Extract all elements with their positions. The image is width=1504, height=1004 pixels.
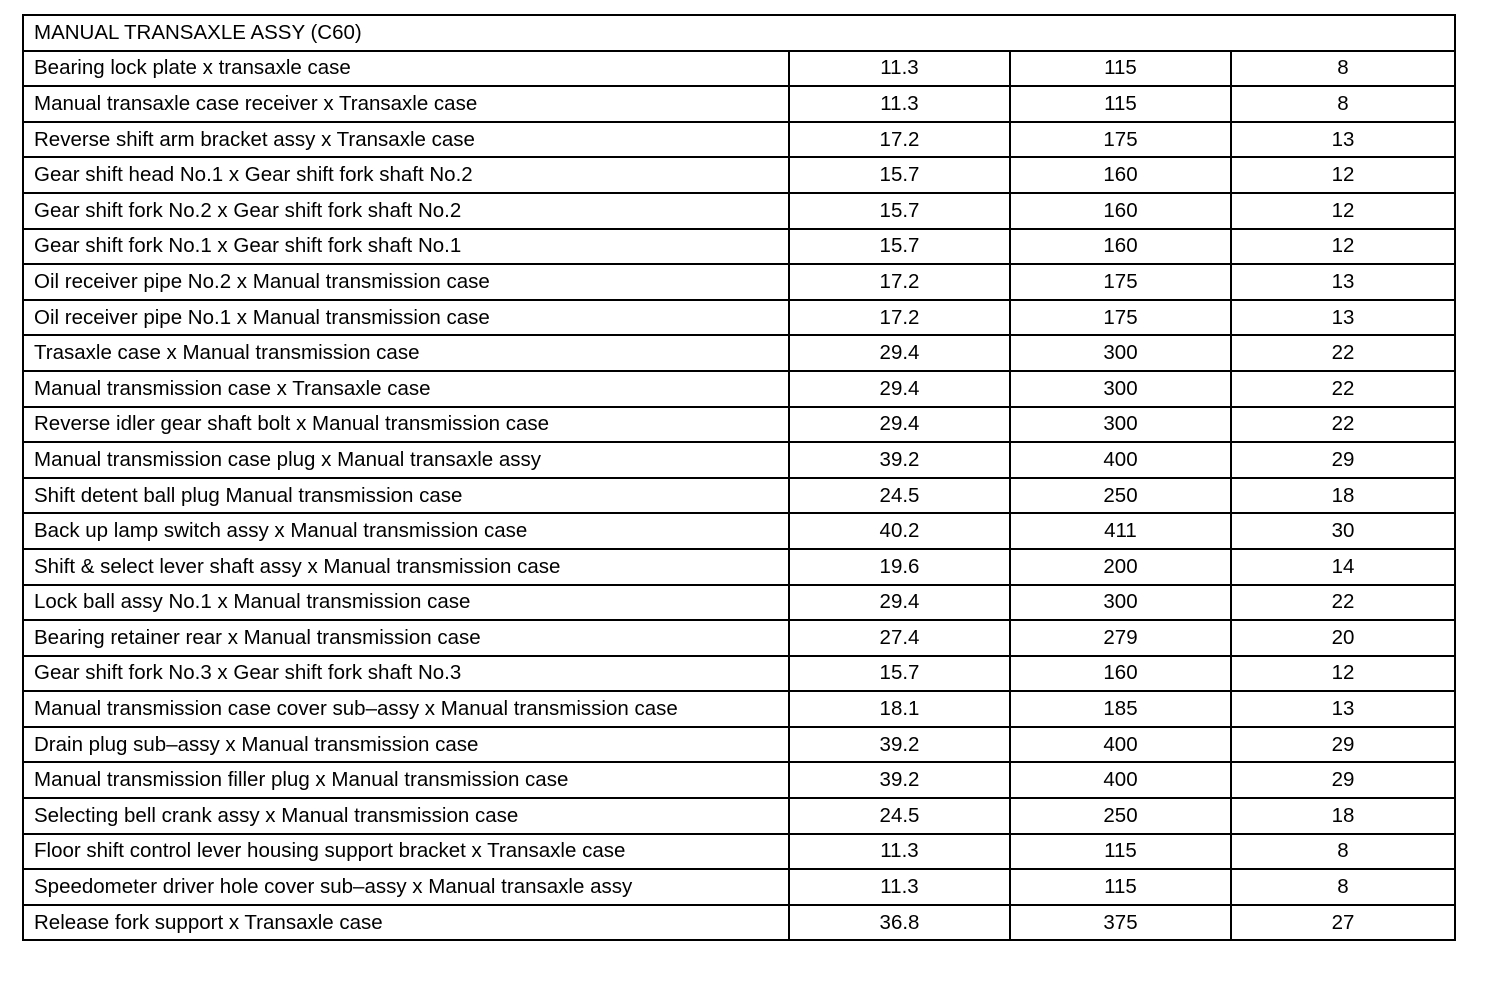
part-name-cell: Release fork support x Transaxle case: [23, 905, 789, 941]
torque-nm-cell: 15.7: [789, 229, 1010, 265]
torque-nm-cell: 27.4: [789, 620, 1010, 656]
torque-kgf-cm-cell: 115: [1010, 834, 1231, 870]
torque-nm-cell: 11.3: [789, 86, 1010, 122]
torque-ft-lbf-cell: 13: [1231, 691, 1455, 727]
torque-kgf-cm-cell: 411: [1010, 513, 1231, 549]
part-name-cell: Gear shift fork No.3 x Gear shift fork shaft No.3: [23, 656, 789, 692]
torque-ft-lbf-cell: 22: [1231, 371, 1455, 407]
table-row: [23, 229, 1455, 265]
table-row: [23, 513, 1455, 549]
table-row: [23, 193, 1455, 229]
torque-nm-cell: 11.3: [789, 869, 1010, 905]
part-name-cell: Gear shift fork No.1 x Gear shift fork shaft No.1: [23, 229, 789, 265]
part-name-cell: Shift detent ball plug Manual transmission case: [23, 478, 789, 514]
torque-kgf-cm-cell: 250: [1010, 798, 1231, 834]
part-name-cell: Reverse idler gear shaft bolt x Manual transmission case: [23, 407, 789, 443]
torque-nm-cell: 18.1: [789, 691, 1010, 727]
torque-nm-cell: 40.2: [789, 513, 1010, 549]
torque-ft-lbf-cell: 8: [1231, 834, 1455, 870]
torque-nm-cell: 39.2: [789, 762, 1010, 798]
torque-ft-lbf-cell: 12: [1231, 229, 1455, 265]
table-row: [23, 407, 1455, 443]
part-name-cell: Oil receiver pipe No.2 x Manual transmission case: [23, 264, 789, 300]
torque-nm-cell: 15.7: [789, 193, 1010, 229]
torque-nm-cell: 15.7: [789, 656, 1010, 692]
torque-spec-table-body: [23, 15, 1455, 940]
table-row: [23, 620, 1455, 656]
part-name-cell: Selecting bell crank assy x Manual transmission case: [23, 798, 789, 834]
torque-nm-cell: 17.2: [789, 264, 1010, 300]
table-row: [23, 300, 1455, 336]
table-row: [23, 834, 1455, 870]
torque-kgf-cm-cell: 175: [1010, 264, 1231, 300]
torque-nm-cell: 24.5: [789, 478, 1010, 514]
torque-ft-lbf-cell: 29: [1231, 762, 1455, 798]
torque-kgf-cm-cell: 160: [1010, 656, 1231, 692]
torque-nm-cell: 29.4: [789, 335, 1010, 371]
torque-kgf-cm-cell: 300: [1010, 335, 1231, 371]
torque-kgf-cm-cell: 115: [1010, 869, 1231, 905]
torque-ft-lbf-cell: 22: [1231, 407, 1455, 443]
torque-ft-lbf-cell: 12: [1231, 193, 1455, 229]
torque-kgf-cm-cell: 160: [1010, 157, 1231, 193]
torque-nm-cell: 19.6: [789, 549, 1010, 585]
torque-ft-lbf-cell: 13: [1231, 300, 1455, 336]
table-title-row: [23, 15, 1455, 51]
torque-nm-cell: 29.4: [789, 407, 1010, 443]
torque-ft-lbf-cell: 22: [1231, 335, 1455, 371]
part-name-cell: Drain plug sub–assy x Manual transmission case: [23, 727, 789, 763]
torque-kgf-cm-cell: 375: [1010, 905, 1231, 941]
torque-nm-cell: 29.4: [789, 371, 1010, 407]
torque-nm-cell: 15.7: [789, 157, 1010, 193]
torque-ft-lbf-cell: 22: [1231, 585, 1455, 621]
part-name-cell: Lock ball assy No.1 x Manual transmission case: [23, 585, 789, 621]
torque-nm-cell: 39.2: [789, 442, 1010, 478]
torque-nm-cell: 36.8: [789, 905, 1010, 941]
torque-nm-cell: 39.2: [789, 727, 1010, 763]
part-name-cell: Manual transmission case plug x Manual transaxle assy: [23, 442, 789, 478]
torque-ft-lbf-cell: 29: [1231, 442, 1455, 478]
torque-kgf-cm-cell: 279: [1010, 620, 1231, 656]
table-row: [23, 264, 1455, 300]
part-name-cell: Trasaxle case x Manual transmission case: [23, 335, 789, 371]
table-row: [23, 691, 1455, 727]
table-title: MANUAL TRANSAXLE ASSY (C60): [23, 15, 1455, 51]
table-row: [23, 478, 1455, 514]
table-row: [23, 798, 1455, 834]
torque-ft-lbf-cell: 30: [1231, 513, 1455, 549]
torque-ft-lbf-cell: 8: [1231, 869, 1455, 905]
torque-nm-cell: 24.5: [789, 798, 1010, 834]
torque-kgf-cm-cell: 300: [1010, 407, 1231, 443]
torque-nm-cell: 11.3: [789, 51, 1010, 87]
part-name-cell: Back up lamp switch assy x Manual transmission case: [23, 513, 789, 549]
part-name-cell: Manual transmission filler plug x Manual transmission case: [23, 762, 789, 798]
part-name-cell: Shift & select lever shaft assy x Manual transmission case: [23, 549, 789, 585]
torque-ft-lbf-cell: 13: [1231, 264, 1455, 300]
table-row: [23, 335, 1455, 371]
torque-ft-lbf-cell: 18: [1231, 478, 1455, 514]
part-name-cell: Reverse shift arm bracket assy x Transaxle case: [23, 122, 789, 158]
torque-kgf-cm-cell: 200: [1010, 549, 1231, 585]
torque-ft-lbf-cell: 13: [1231, 122, 1455, 158]
table-row: [23, 727, 1455, 763]
torque-kgf-cm-cell: 175: [1010, 300, 1231, 336]
part-name-cell: Floor shift control lever housing support bracket x Transaxle case: [23, 834, 789, 870]
part-name-cell: Manual transmission case cover sub–assy x Manual transmission case: [23, 691, 789, 727]
table-row: [23, 585, 1455, 621]
table-row: [23, 371, 1455, 407]
torque-spec-table: [22, 14, 1456, 941]
torque-ft-lbf-cell: 8: [1231, 86, 1455, 122]
part-name-cell: Speedometer driver hole cover sub–assy x Manual transaxle assy: [23, 869, 789, 905]
torque-nm-cell: 11.3: [789, 834, 1010, 870]
torque-kgf-cm-cell: 300: [1010, 371, 1231, 407]
torque-nm-cell: 29.4: [789, 585, 1010, 621]
part-name-cell: Bearing retainer rear x Manual transmission case: [23, 620, 789, 656]
part-name-cell: Bearing lock plate x transaxle case: [23, 51, 789, 87]
part-name-cell: Manual transaxle case receiver x Transaxle case: [23, 86, 789, 122]
torque-kgf-cm-cell: 185: [1010, 691, 1231, 727]
table-row: [23, 122, 1455, 158]
table-row: [23, 656, 1455, 692]
torque-ft-lbf-cell: 20: [1231, 620, 1455, 656]
torque-nm-cell: 17.2: [789, 300, 1010, 336]
torque-ft-lbf-cell: 8: [1231, 51, 1455, 87]
torque-kgf-cm-cell: 400: [1010, 762, 1231, 798]
torque-kgf-cm-cell: 115: [1010, 86, 1231, 122]
table-row: [23, 51, 1455, 87]
torque-ft-lbf-cell: 12: [1231, 157, 1455, 193]
part-name-cell: Gear shift head No.1 x Gear shift fork shaft No.2: [23, 157, 789, 193]
table-row: [23, 86, 1455, 122]
torque-kgf-cm-cell: 160: [1010, 193, 1231, 229]
part-name-cell: Manual transmission case x Transaxle case: [23, 371, 789, 407]
torque-ft-lbf-cell: 14: [1231, 549, 1455, 585]
torque-kgf-cm-cell: 250: [1010, 478, 1231, 514]
torque-ft-lbf-cell: 12: [1231, 656, 1455, 692]
torque-kgf-cm-cell: 115: [1010, 51, 1231, 87]
table-row: [23, 157, 1455, 193]
torque-ft-lbf-cell: 29: [1231, 727, 1455, 763]
table-row: [23, 762, 1455, 798]
torque-kgf-cm-cell: 400: [1010, 727, 1231, 763]
torque-kgf-cm-cell: 160: [1010, 229, 1231, 265]
table-row: [23, 905, 1455, 941]
torque-ft-lbf-cell: 18: [1231, 798, 1455, 834]
torque-nm-cell: 17.2: [789, 122, 1010, 158]
torque-kgf-cm-cell: 175: [1010, 122, 1231, 158]
part-name-cell: Gear shift fork No.2 x Gear shift fork shaft No.2: [23, 193, 789, 229]
torque-ft-lbf-cell: 27: [1231, 905, 1455, 941]
table-row: [23, 549, 1455, 585]
part-name-cell: Oil receiver pipe No.1 x Manual transmission case: [23, 300, 789, 336]
table-row: [23, 442, 1455, 478]
torque-kgf-cm-cell: 300: [1010, 585, 1231, 621]
torque-kgf-cm-cell: 400: [1010, 442, 1231, 478]
table-row: [23, 869, 1455, 905]
